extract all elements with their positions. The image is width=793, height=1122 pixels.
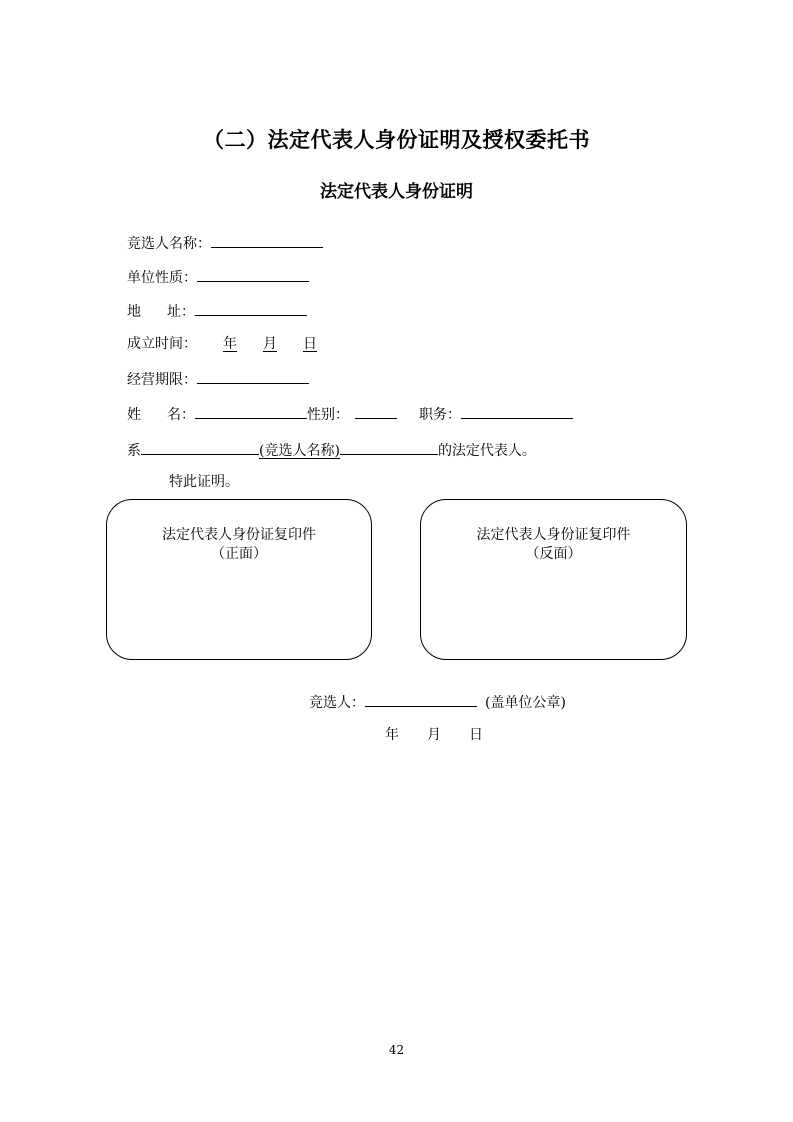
year-label: 年 (223, 336, 237, 352)
signature-date (385, 726, 483, 744)
field-label: 成立时间： (127, 336, 197, 352)
day-label: 日 (469, 727, 483, 743)
gender-label: 性别： (307, 407, 349, 423)
established-date-blank (197, 336, 317, 352)
month-label: 月 (427, 727, 441, 743)
field-label: 单位性质： (127, 270, 197, 286)
field-label-part: 地 (127, 304, 141, 320)
statement-prefix: 系 (127, 443, 141, 459)
statement-candidate-placeholder: (竞选人名称) (259, 443, 340, 459)
signature-blank (365, 692, 477, 707)
statement-suffix: 的法定代表人。 (437, 443, 536, 459)
field-label-part: 址： (167, 304, 195, 320)
id-box-side: （正面） (211, 546, 267, 562)
id-front-box (106, 499, 372, 660)
section-title: 法定代表人身份证明 (320, 182, 473, 202)
field-label: 经营期限： (127, 372, 197, 388)
field-label-part: 名： (167, 407, 195, 423)
signature-label: 竞选人： (309, 695, 365, 711)
field-business-term (127, 369, 309, 389)
statement-blank-right (340, 440, 438, 455)
field-label-part: 姓 (127, 407, 141, 423)
business-term-blank (197, 369, 309, 384)
day-label: 日 (303, 336, 317, 352)
id-back-box (420, 499, 687, 660)
address-blank (195, 301, 307, 316)
candidate-name-blank (211, 233, 323, 248)
id-box-title: 法定代表人身份证复印件 (476, 527, 631, 543)
id-box-title: 法定代表人身份证复印件 (162, 527, 316, 543)
signature-line (309, 692, 566, 712)
field-label: 竞选人名称： (127, 236, 211, 252)
month-label: 月 (263, 336, 277, 352)
unit-nature-blank (197, 267, 309, 282)
position-label: 职务： (419, 407, 461, 423)
seal-note: (盖单位公章) (485, 695, 566, 711)
year-label: 年 (385, 727, 399, 743)
field-established-time (127, 335, 317, 353)
position-blank (461, 404, 573, 419)
page-title: （二）法定代表人身份证明及授权委托书 (203, 127, 590, 152)
field-unit-nature (127, 267, 309, 287)
field-name-gender-position (127, 404, 573, 424)
special-proof: 特此证明。 (169, 474, 239, 490)
statement-line (127, 440, 536, 460)
id-box-side: （反面） (525, 546, 582, 562)
statement-blank-left (141, 440, 259, 455)
page-number: 42 (388, 1043, 405, 1057)
gender-blank (355, 404, 397, 419)
field-address (127, 301, 307, 321)
field-candidate-name (127, 233, 323, 253)
name-blank (195, 404, 307, 419)
